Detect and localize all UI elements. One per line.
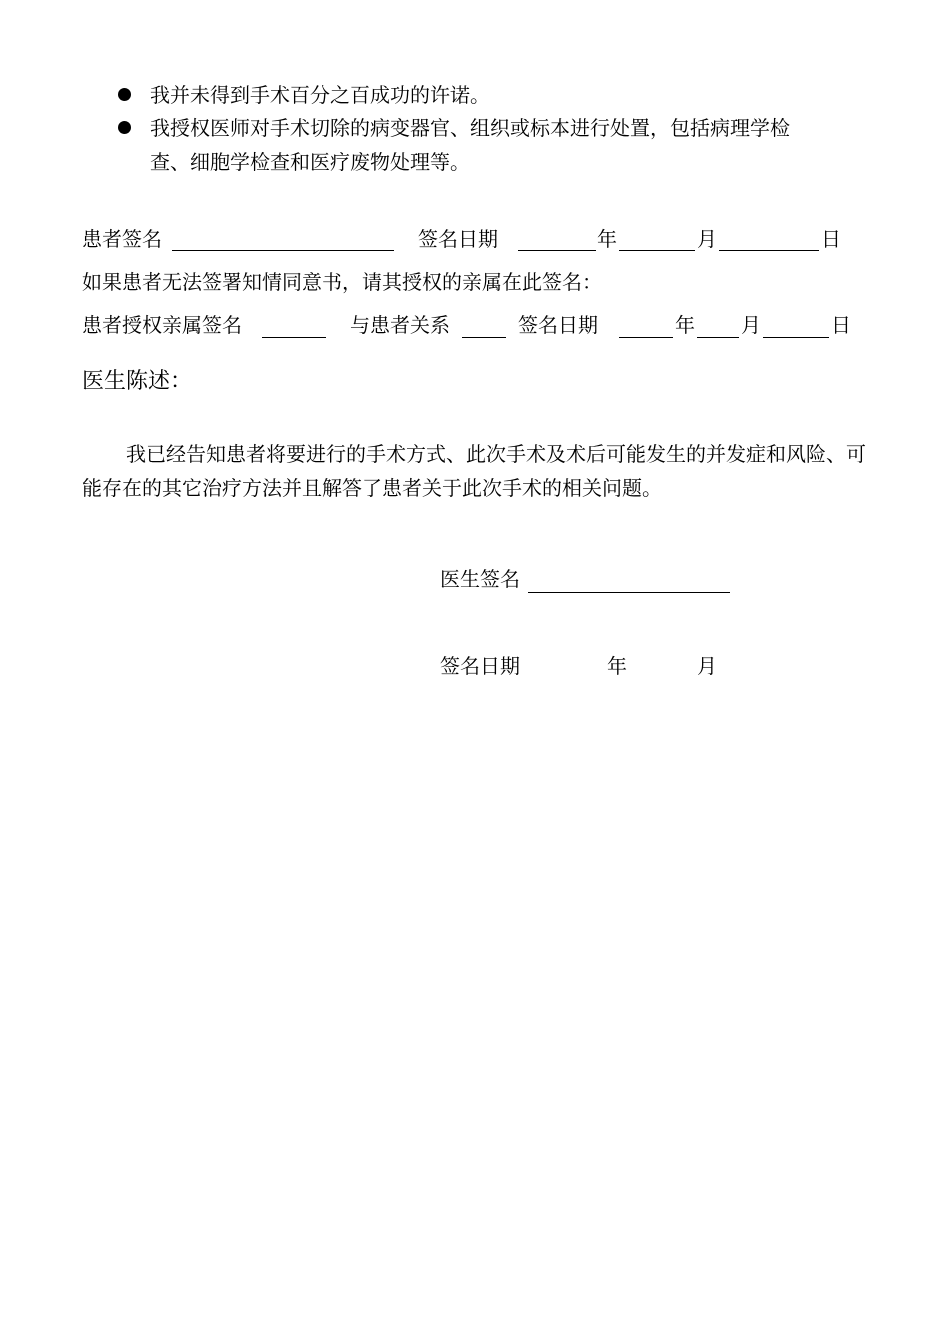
proxy-day-field[interactable] xyxy=(763,337,829,338)
bullet-dot xyxy=(118,88,131,101)
patient-year-field[interactable] xyxy=(518,250,596,251)
patient-month-field[interactable] xyxy=(619,250,695,251)
proxy-relation-label: 与患者关系 xyxy=(350,313,450,337)
proxy-month-label: 月 xyxy=(741,313,761,337)
doctor-month-label: 月 xyxy=(697,654,717,678)
bullet-text-authorize-line1: 我授权医师对手术切除的病变器官、组织或标本进行处置，包括病理学检 xyxy=(150,116,790,140)
doctor-sign-field[interactable] xyxy=(528,592,730,593)
bullet-dot xyxy=(118,121,131,134)
proxy-year-field[interactable] xyxy=(619,337,673,338)
proxy-year-label: 年 xyxy=(675,313,695,337)
proxy-sign-label: 患者授权亲属签名 xyxy=(82,313,242,337)
proxy-relation-field[interactable] xyxy=(462,337,506,338)
proxy-sign-field[interactable] xyxy=(262,337,326,338)
patient-day-field[interactable] xyxy=(719,250,819,251)
proxy-month-field[interactable] xyxy=(697,337,739,338)
patient-date-label: 签名日期 xyxy=(418,227,498,251)
proxy-day-label: 日 xyxy=(831,313,851,337)
patient-sign-label: 患者签名 xyxy=(82,227,162,251)
doctor-statement-heading: 医生陈述： xyxy=(82,369,193,394)
bullet-text-no-guarantee: 我并未得到手术百分之百成功的许诺。 xyxy=(150,83,490,107)
doctor-sign-label: 医生签名 xyxy=(440,567,520,591)
patient-day-label: 日 xyxy=(821,227,841,251)
patient-month-label: 月 xyxy=(697,227,717,251)
bullet-text-authorize-line2: 查、细胞学检查和医疗废物处理等。 xyxy=(150,150,470,174)
doctor-date-label: 签名日期 xyxy=(440,654,520,678)
patient-sign-field[interactable] xyxy=(172,250,394,251)
doctor-year-label: 年 xyxy=(607,654,627,678)
patient-year-label: 年 xyxy=(597,227,617,251)
doctor-statement-body: 我已经告知患者将要进行的手术方式、此次手术及术后可能发生的并发症和风险、可能存在的其它治疗方法并且解答了患者关于此次手术的相关问题。 xyxy=(82,442,866,500)
proxy-date-label: 签名日期 xyxy=(518,313,598,337)
proxy-note: 如果患者无法签署知情同意书，请其授权的亲属在此签名： xyxy=(82,270,602,294)
